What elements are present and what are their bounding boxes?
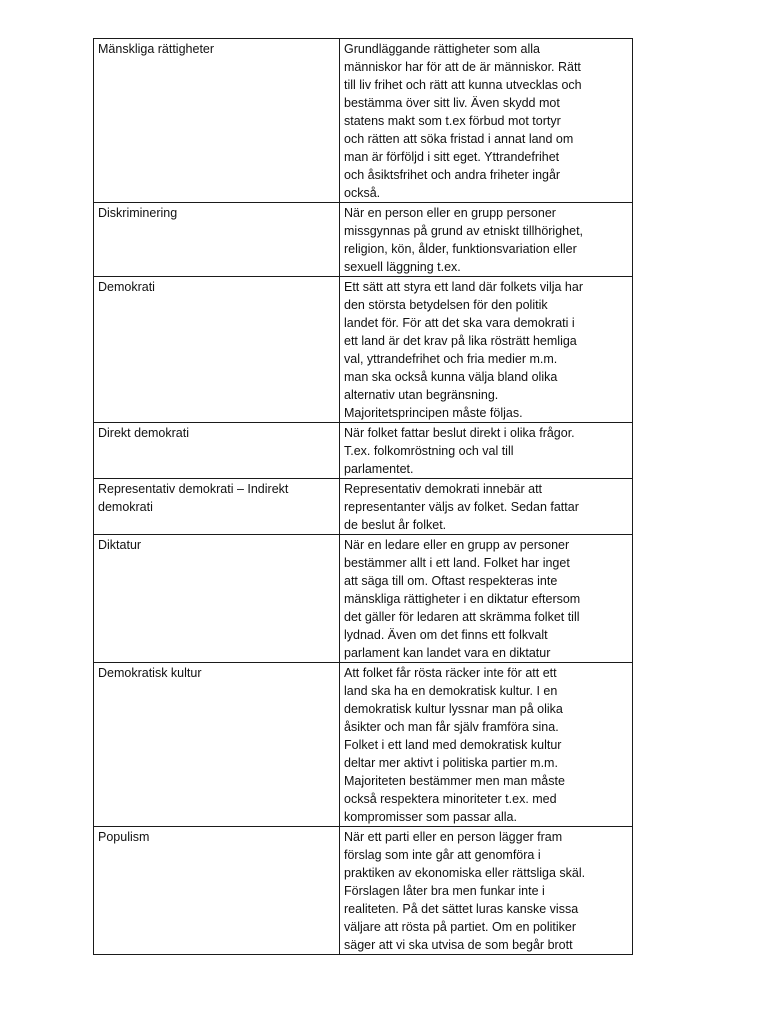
definition-cell [340, 277, 633, 423]
definition-line: säger att vi ska utvisa de som begår brott [344, 938, 573, 952]
term-text: Representativ demokrati – Indirekt [98, 482, 289, 496]
definition-line: sexuell läggning t.ex. [344, 260, 461, 274]
definition-line: det gäller för ledaren att skrämma folket till [344, 610, 580, 624]
definition-cell [340, 203, 633, 277]
definition-cell [340, 663, 633, 827]
term-text: Demokrati [98, 280, 155, 294]
definition-line: Representativ demokrati innebär att [344, 482, 543, 496]
definition-line: Majoriteten bestämmer men man måste [344, 774, 565, 788]
definition-line: Att folket får rösta räcker inte för att ett [344, 666, 557, 680]
definition-line: parlamentet. [344, 462, 414, 476]
definition-line: parlament kan landet vara en diktatur [344, 646, 551, 660]
definition-line: bestämmer allt i ett land. Folket har inget [344, 556, 570, 570]
definition-line: statens makt som t.ex förbud mot tortyr [344, 114, 561, 128]
definition-line: När folket fattar beslut direkt i olika frågor. [344, 426, 575, 440]
table-row [94, 535, 633, 663]
term-cell [94, 479, 340, 535]
definition-line: att säga till om. Oftast respekteras inte [344, 574, 558, 588]
definition-line: religion, kön, ålder, funktionsvariation eller [344, 242, 577, 256]
definition-line: man ska också kunna välja bland olika [344, 370, 558, 384]
term-text: Populism [98, 830, 150, 844]
table-row [94, 479, 633, 535]
term-text: Mänskliga rättigheter [98, 42, 215, 56]
definition-line: man är förföljd i sitt eget. Yttrandefrihet [344, 150, 560, 164]
definition-line: realiteten. På det sättet luras kanske vissa [344, 902, 579, 916]
definition-line: till liv frihet och rätt att kunna utvecklas och [344, 78, 582, 92]
definition-line: Majoritetsprincipen måste följas. [344, 406, 523, 420]
definition-line: också respektera minoriteter t.ex. med [344, 792, 557, 806]
definition-line: missgynnas på grund av etniskt tillhörighet, [344, 224, 584, 238]
term-text: Diktatur [98, 538, 142, 552]
definition-line: och rätten att söka fristad i annat land om [344, 132, 574, 146]
definition-line: också. [344, 186, 381, 200]
term-cell [94, 39, 340, 203]
term-text: Demokratisk kultur [98, 666, 202, 680]
definition-cell [340, 423, 633, 479]
definition-line: och åsiktsfrihet och andra friheter ingår [344, 168, 561, 182]
definition-line: mänskliga rättigheter i en diktatur eftersom [344, 592, 581, 606]
table-row [94, 203, 633, 277]
definition-line: lydnad. Även om det finns ett folkvalt [344, 628, 548, 642]
table-row [94, 39, 633, 203]
definition-line: människor har för att de är människor. Rätt [344, 60, 581, 74]
term-text: demokrati [98, 500, 153, 514]
table-row [94, 663, 633, 827]
definition-line: Folket i ett land med demokratisk kultur [344, 738, 562, 752]
term-cell [94, 535, 340, 663]
definition-cell [340, 827, 633, 955]
glossary-table-body [94, 39, 633, 955]
table-row [94, 827, 633, 955]
term-text: Direkt demokrati [98, 426, 189, 440]
definition-line: praktiken av ekonomiska eller rättsliga skäl. [344, 866, 586, 880]
term-cell [94, 423, 340, 479]
definition-line: de beslut år folket. [344, 518, 447, 532]
term-cell [94, 277, 340, 423]
definition-line: bestämma över sitt liv. Även skydd mot [344, 96, 560, 110]
term-cell [94, 827, 340, 955]
definition-line: kompromisser som passar alla. [344, 810, 517, 824]
definition-cell [340, 39, 633, 203]
definition-line: landet för. För att det ska vara demokrati i [344, 316, 575, 330]
definition-line: T.ex. folkomröstning och val till [344, 444, 514, 458]
definition-line: åsikter och man får själv framföra sina. [344, 720, 559, 734]
definition-line: deltar mer aktivt i politiska partier m.m. [344, 756, 558, 770]
definition-line: När ett parti eller en person lägger fram [344, 830, 563, 844]
term-cell [94, 203, 340, 277]
definition-line: land ska ha en demokratisk kultur. I en [344, 684, 558, 698]
definition-line: demokratisk kultur lyssnar man på olika [344, 702, 563, 716]
definition-line: När en ledare eller en grupp av personer [344, 538, 570, 552]
definition-line: förslag som inte går att genomföra i [344, 848, 541, 862]
term-text: Diskriminering [98, 206, 178, 220]
table-row [94, 423, 633, 479]
definition-line: alternativ utan begränsning. [344, 388, 499, 402]
definition-line: ett land är det krav på lika rösträtt hemliga [344, 334, 577, 348]
definition-line: den största betydelsen för den politik [344, 298, 548, 312]
definition-line: representanter väljs av folket. Sedan fattar [344, 500, 579, 514]
definition-line: väljare att rösta på partiet. Om en politiker [344, 920, 577, 934]
term-cell [94, 663, 340, 827]
definition-line: Förslagen låter bra men funkar inte i [344, 884, 545, 898]
definition-cell [340, 479, 633, 535]
definition-line: Ett sätt att styra ett land där folkets vilja har [344, 280, 583, 294]
definition-line: val, yttrandefrihet och fria medier m.m. [344, 352, 558, 366]
glossary-table [93, 38, 633, 955]
table-row [94, 277, 633, 423]
definition-cell [340, 535, 633, 663]
definition-line: Grundläggande rättigheter som alla [344, 42, 540, 56]
definition-line: När en person eller en grupp personer [344, 206, 556, 220]
